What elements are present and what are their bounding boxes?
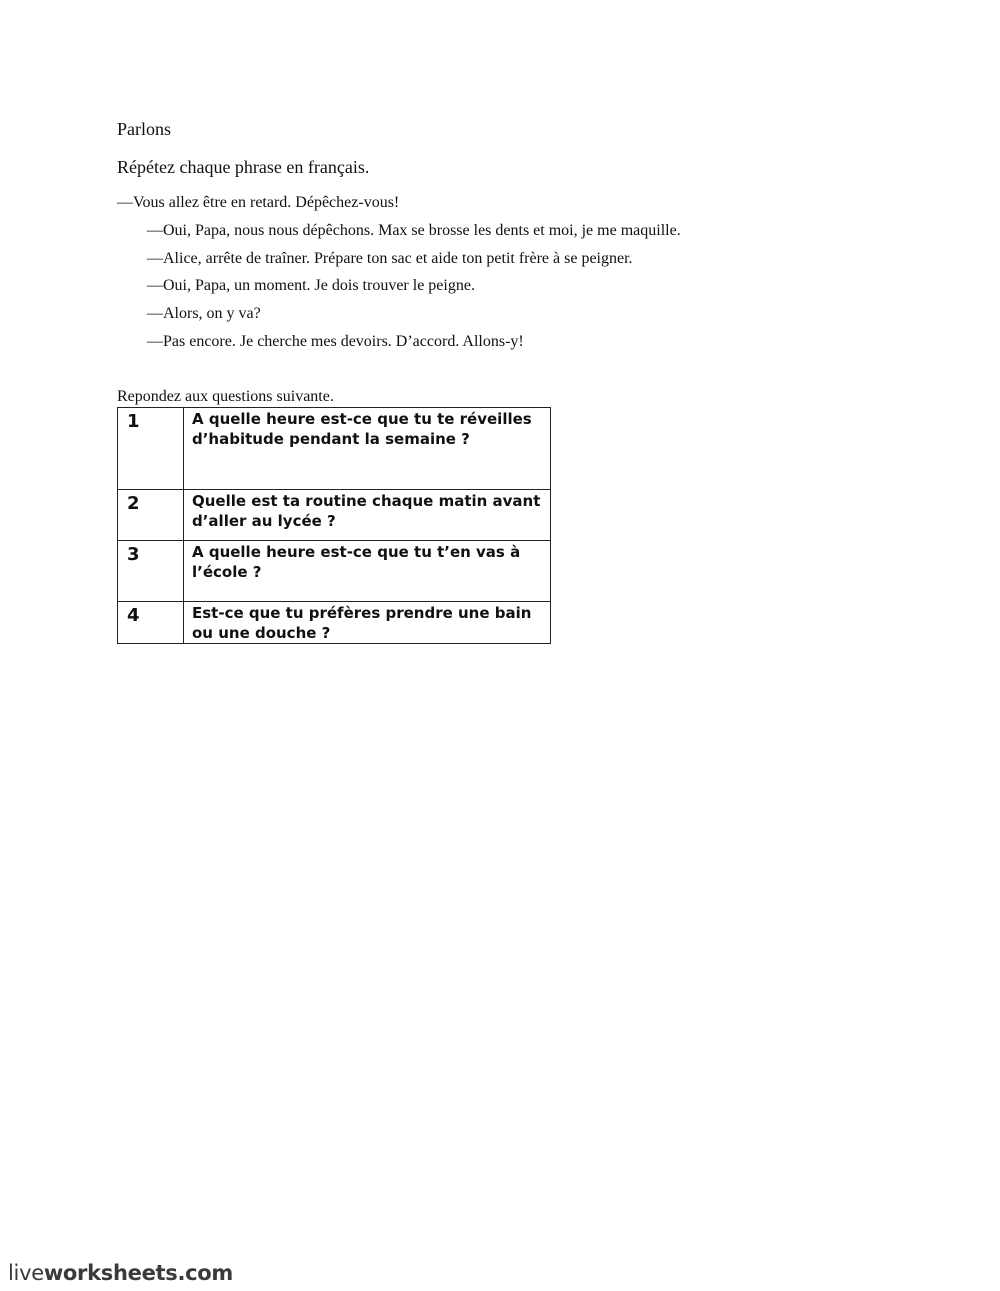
table-row: [118, 602, 551, 644]
dialogue-line: —Vous allez être en retard. Dépêchez-vous!: [117, 194, 400, 211]
dialogue-line: —Oui, Papa, nous nous dépêchons. Max se brosse les dents et moi, je me maquille.: [147, 222, 681, 239]
table-row: [118, 490, 551, 541]
question-text: A quelle heure est-ce que tu te réveilles d’habitude pendant la semaine ?: [184, 408, 551, 490]
dialogue-line: —Alors, on y va?: [147, 305, 261, 322]
question-number: 3: [118, 541, 184, 602]
dialogue-line: —Pas encore. Je cherche mes devoirs. D’accord. Allons-y!: [147, 333, 524, 350]
instruction-text: Répétez chaque phrase en français.: [117, 157, 370, 177]
dialogue-line: —Oui, Papa, un moment. Je dois trouver le peigne.: [147, 277, 475, 294]
question-number: 2: [118, 490, 184, 541]
logo-suffix-text: .com: [177, 1261, 233, 1285]
question-number: 1: [118, 408, 184, 490]
logo-bold-text: worksheets: [43, 1261, 178, 1285]
question-text: A quelle heure est-ce que tu t’en vas à l’école ?: [184, 541, 551, 602]
question-text: Quelle est ta routine chaque matin avant d’aller au lycée ?: [184, 490, 551, 541]
questions-table: [117, 407, 551, 644]
questions-heading: Repondez aux questions suivante.: [117, 388, 334, 405]
logo-light-text: live: [8, 1261, 44, 1285]
table-row: [118, 408, 551, 490]
table-row: [118, 541, 551, 602]
question-number: 4: [118, 602, 184, 644]
question-text: Est-ce que tu préfères prendre une bain ou une douche ?: [184, 602, 551, 644]
dialogue-line: —Alice, arrête de traîner. Prépare ton sac et aide ton petit frère à se peigner.: [147, 250, 633, 267]
liveworksheets-logo[interactable]: [8, 1261, 233, 1285]
section-title: Parlons: [117, 119, 171, 139]
